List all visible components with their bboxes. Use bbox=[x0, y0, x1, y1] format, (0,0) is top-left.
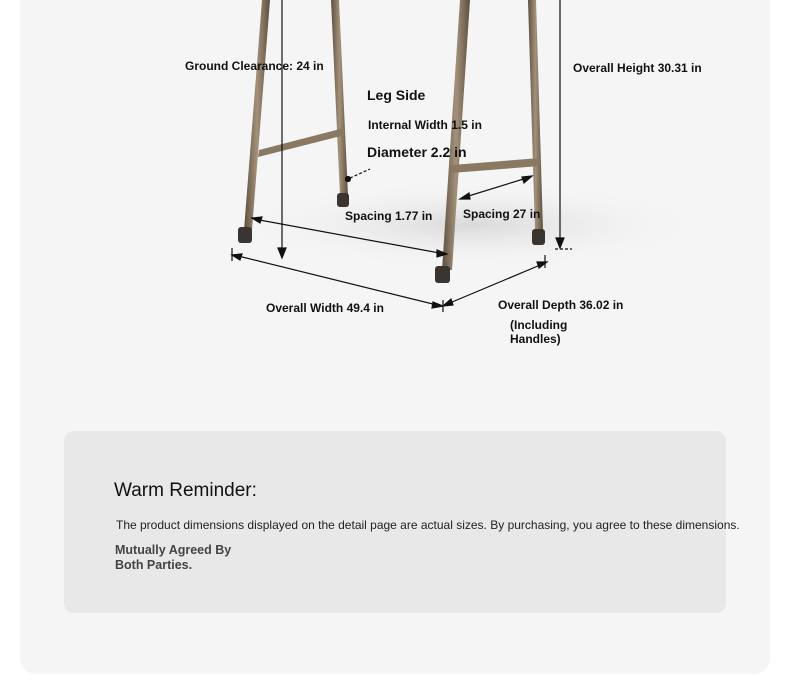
including-handles-label: (Including Handles) bbox=[510, 318, 568, 346]
reminder-note: Mutually Agreed By Both Parties. bbox=[115, 543, 232, 572]
overall-width-label: Overall Width 49.4 in bbox=[266, 301, 384, 315]
overall-depth-label: Overall Depth 36.02 in bbox=[498, 298, 624, 312]
leg-side-label: Leg Side bbox=[367, 87, 426, 103]
ground-clearance-label: Ground Clearance: 24 in bbox=[185, 59, 324, 73]
reminder-title: Warm Reminder: bbox=[114, 480, 257, 501]
reminder-body: The product dimensions displayed on the detail page are actual sizes. By purchasing, you agree to these dimensions. bbox=[116, 518, 740, 532]
internal-width-label: Internal Width 1.5 in bbox=[368, 118, 482, 132]
warm-reminder-box bbox=[64, 431, 740, 613]
overall-height-label: Overall Height 30.31 in bbox=[573, 61, 702, 75]
diameter-label: Diameter 2.2 in bbox=[367, 144, 467, 160]
spacing-b-label: Spacing 27 in bbox=[463, 207, 541, 221]
floor-shadow bbox=[230, 180, 710, 270]
spacing-a-label: Spacing 1.77 in bbox=[345, 209, 433, 223]
